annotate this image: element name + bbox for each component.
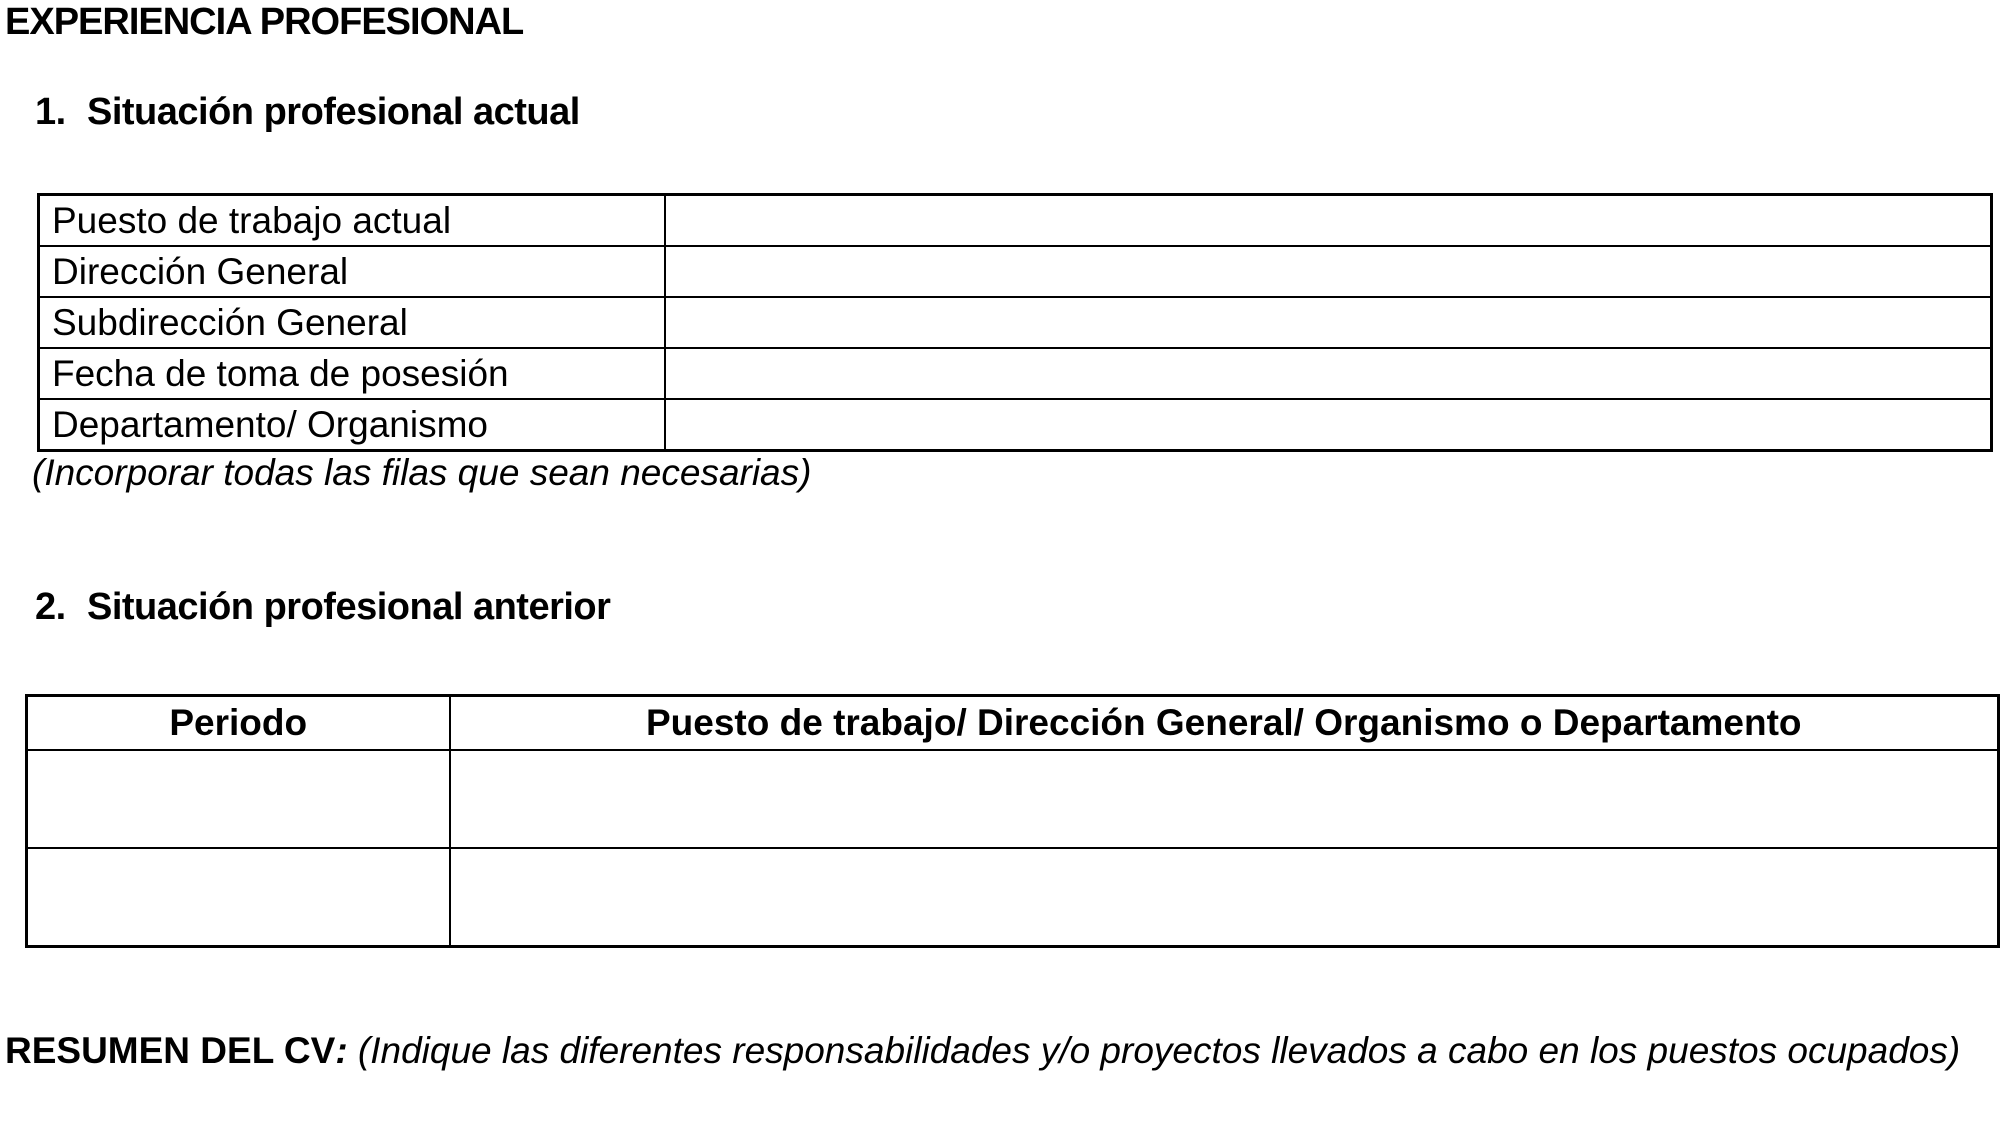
table-row: [39, 348, 1992, 399]
row-label-departamento-organismo: Departamento/ Organismo: [39, 399, 665, 451]
table-row: [39, 246, 1992, 297]
section-1-heading: [35, 91, 580, 134]
row-2-puesto-cell[interactable]: [450, 848, 1999, 947]
cv-summary-label: RESUMEN DEL CV: [5, 1030, 336, 1071]
section-1-number: 1.: [35, 91, 66, 133]
row-value-puesto-actual[interactable]: [665, 195, 1992, 247]
cv-summary-colon: :: [335, 1030, 348, 1071]
cv-summary: [5, 1026, 2010, 1075]
section-2-number: 2.: [35, 586, 66, 628]
row-1-puesto-cell[interactable]: [450, 750, 1999, 848]
row-1-periodo-cell[interactable]: [27, 750, 450, 848]
section-2-heading: [35, 586, 610, 629]
section-2-title: Situación profesional anterior: [87, 586, 611, 628]
table-row: [39, 399, 1992, 451]
table-row: [39, 297, 1992, 348]
page-title: EXPERIENCIA PROFESIONAL: [5, 1, 524, 43]
previous-positions-table: [25, 694, 2000, 948]
row-label-puesto-actual: Puesto de trabajo actual: [39, 195, 665, 247]
row-value-fecha-posesion[interactable]: [665, 348, 1992, 399]
cv-summary-note: (Indique las diferentes responsabilidades y/o proyectos llevados a cabo en los puestos ocupados): [347, 1030, 1961, 1071]
table-row: [27, 750, 1999, 848]
row-label-subdireccion-general: Subdirección General: [39, 297, 665, 348]
section-1-title: Situación profesional actual: [87, 91, 580, 133]
table-row: [27, 848, 1999, 947]
row-2-periodo-cell[interactable]: [27, 848, 450, 947]
table-header-row: [27, 696, 1999, 751]
row-label-fecha-posesion: Fecha de toma de posesión: [39, 348, 665, 399]
row-value-subdireccion-general[interactable]: [665, 297, 1992, 348]
table-note: (Incorporar todas las filas que sean necesarias): [32, 452, 812, 493]
row-label-direccion-general: Dirección General: [39, 246, 665, 297]
row-value-departamento-organismo[interactable]: [665, 399, 1992, 451]
column-header-puesto: Puesto de trabajo/ Dirección General/ Organismo o Departamento: [450, 696, 1999, 751]
column-header-periodo: Periodo: [27, 696, 450, 751]
row-value-direccion-general[interactable]: [665, 246, 1992, 297]
table-row: [39, 195, 1992, 247]
current-position-table: [37, 193, 1993, 452]
